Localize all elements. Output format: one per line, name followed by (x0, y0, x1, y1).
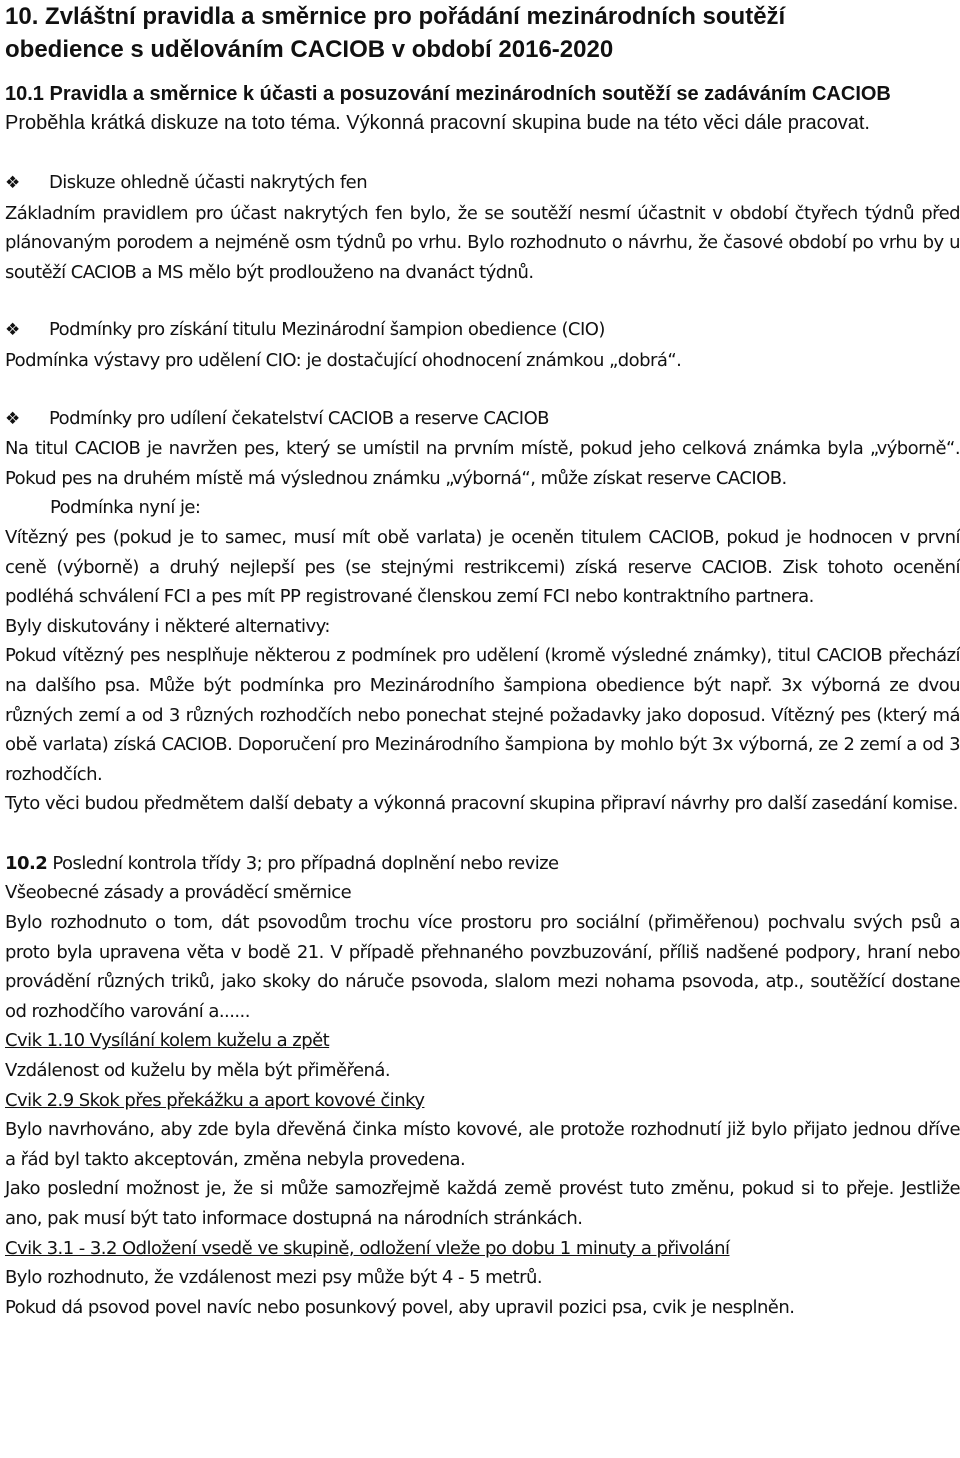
exercise-paragraph: Pokud dá psovod povel navíc nebo posunkový povel, aby upravil pozici psa, cvik je nesplněn. (5, 1296, 795, 1318)
bullet-heading (5, 404, 960, 435)
section-10-2-title (5, 849, 960, 879)
diamond-bullet-icon: ❖ (5, 320, 20, 341)
section-10-2-text: Bylo rozhodnuto o tom, dát psovodům trochu více prostoru pro sociální (přiměřenou) pochvalu svých psů a proto byla upravena věta v bodě 21. V případě přehnaného povzbuzování, příliš nadšené podpory, hraní nebo provádění různých triků, jako skoky do náruče psovoda, slalom mezi nohama psovoda, atp., soutěžící dostane od rozhodčího varování a...... (5, 912, 960, 1022)
bullet-title: Podmínky pro získání titulu Mezinárodní šampion obedience (CIO) (49, 319, 605, 341)
section-title-text: Poslední kontrola třídy 3; pro případná doplnění nebo revize (47, 852, 559, 874)
exercise-paragraph: Jako poslední možnost je, že si může samozřejmě každá země provést tuto změnu, pokud si to přeje. Jestliže ano, pak musí být tato informace dostupná na národních stránkách. (5, 1178, 960, 1229)
exercise-paragraph: Bylo rozhodnuto, že vzdálenost mezi psy může být 4 - 5 metrů. (5, 1267, 543, 1289)
diamond-bullet-icon: ❖ (5, 173, 20, 193)
section-10-1-intro: Proběhla krátká diskuze na toto téma. Výkonná pracovní skupina bude na této věci dále pracovat. (5, 112, 870, 134)
bullet-heading (5, 315, 960, 346)
diamond-bullet-icon: ❖ (5, 408, 20, 429)
bullet-text: Podmínka výstavy pro udělení CIO: je dostačující ohodnocení známkou „dobrá“. (5, 349, 682, 371)
exercise-title: Cvik 1.10 Vysílání kolem kuželu a zpět (5, 1030, 330, 1052)
exercise-title: Cvik 2.9 Skok přes překážku a aport kovové činky (5, 1089, 425, 1111)
section-10-2-subtitle: Všeobecné zásady a prováděcí směrnice (5, 882, 352, 904)
section-number: 10.2 (5, 852, 48, 874)
bullet-text: Na titul CACIOB je navržen pes, který se umístil na prvním místě, pokud jeho celková známka byla „výborně“. Pokud pes na druhém místě má výslednou známku „výborná“, může získat reserve CACIOB. (5, 438, 960, 489)
heading-line-1: 10. Zvláštní pravidla a směrnice pro pořádání mezinárodních soutěží (5, 3, 786, 30)
section-10-1-title: 10.1 Pravidla a směrnice k účasti a posuzování mezinárodních soutěží se zadáváním CACIOB (5, 83, 891, 105)
exercise-paragraph: Bylo navrhováno, aby zde byla dřevěná činka místo kovové, ale protože rozhodnutí již bylo přijato jednou dříve a řád byl takto akceptován, změna nebyla provedena. (5, 1119, 960, 1170)
condition-paragraph: Tyto věci budou předmětem další debaty a výkonná pracovní skupina připraví návrhy pro další zasedání komise. (5, 793, 958, 815)
bullet-title: Podmínky pro udílení čekatelství CACIOB a reserve CACIOB (49, 407, 549, 429)
condition-label: Podmínka nyní je: (50, 497, 201, 519)
bullet-text: Základním pravidlem pro účast nakrytých fen bylo, že se soutěží nesmí účastnit v období čtyřech týdnů před plánovaným porodem a nejméně osm týdnů po vrhu. Bylo rozhodnuto o návrhu, že časové období po vrhu by u soutěží CACIOB a MS mělo být prodlouženo na dvanáct týdnů. (5, 202, 960, 283)
bullet-title: Diskuze ohledně účasti nakrytých fen (49, 172, 368, 193)
condition-paragraph: Byly diskutovány i některé alternativy: (5, 615, 330, 637)
exercise-paragraph: Vzdálenost od kuželu by měla být přiměřená. (5, 1060, 391, 1082)
document-heading (5, 0, 960, 66)
exercise-title: Cvik 3.1 - 3.2 Odložení vsedě ve skupině, odložení vleže po dobu 1 minuty a přivolání (5, 1237, 730, 1259)
condition-paragraph: Pokud vítězný pes nesplňuje některou z podmínek pro udělení (kromě výsledné známky), titul CACIOB přechází na dalšího psa. Může být podmínka pro Mezinárodního šampiona obedience být např. 3x výborná ze dvou různých zemí a od 3 různých rozhodčích nebo ponechat stejné požadavky jako doposud. Vítězný pes (který má obě varlata) získá CACIOB. Doporučení pro Mezinárodního šampiona by mohlo být 3x výborná, ze 2 zemí a od 3 rozhodčích. (5, 645, 960, 785)
document-page (5, 0, 960, 1322)
condition-paragraph: Vítězný pes (pokud je to samec, musí mít obě varlata) je oceněn titulem CACIOB, pokud je hodnocen v první ceně (výborně) a druhý nejlepší pes (se stejnými restrikcemi) získá reserve CACIOB. Zisk tohoto ocenění podléhá schválení FCI a pes mít PP registrované členskou zemí FCI nebo kontraktního partnera. (5, 526, 960, 608)
heading-line-2: obedience s udělováním CACIOB v období 2016-2020 (5, 36, 614, 63)
bullet-heading (5, 168, 960, 199)
